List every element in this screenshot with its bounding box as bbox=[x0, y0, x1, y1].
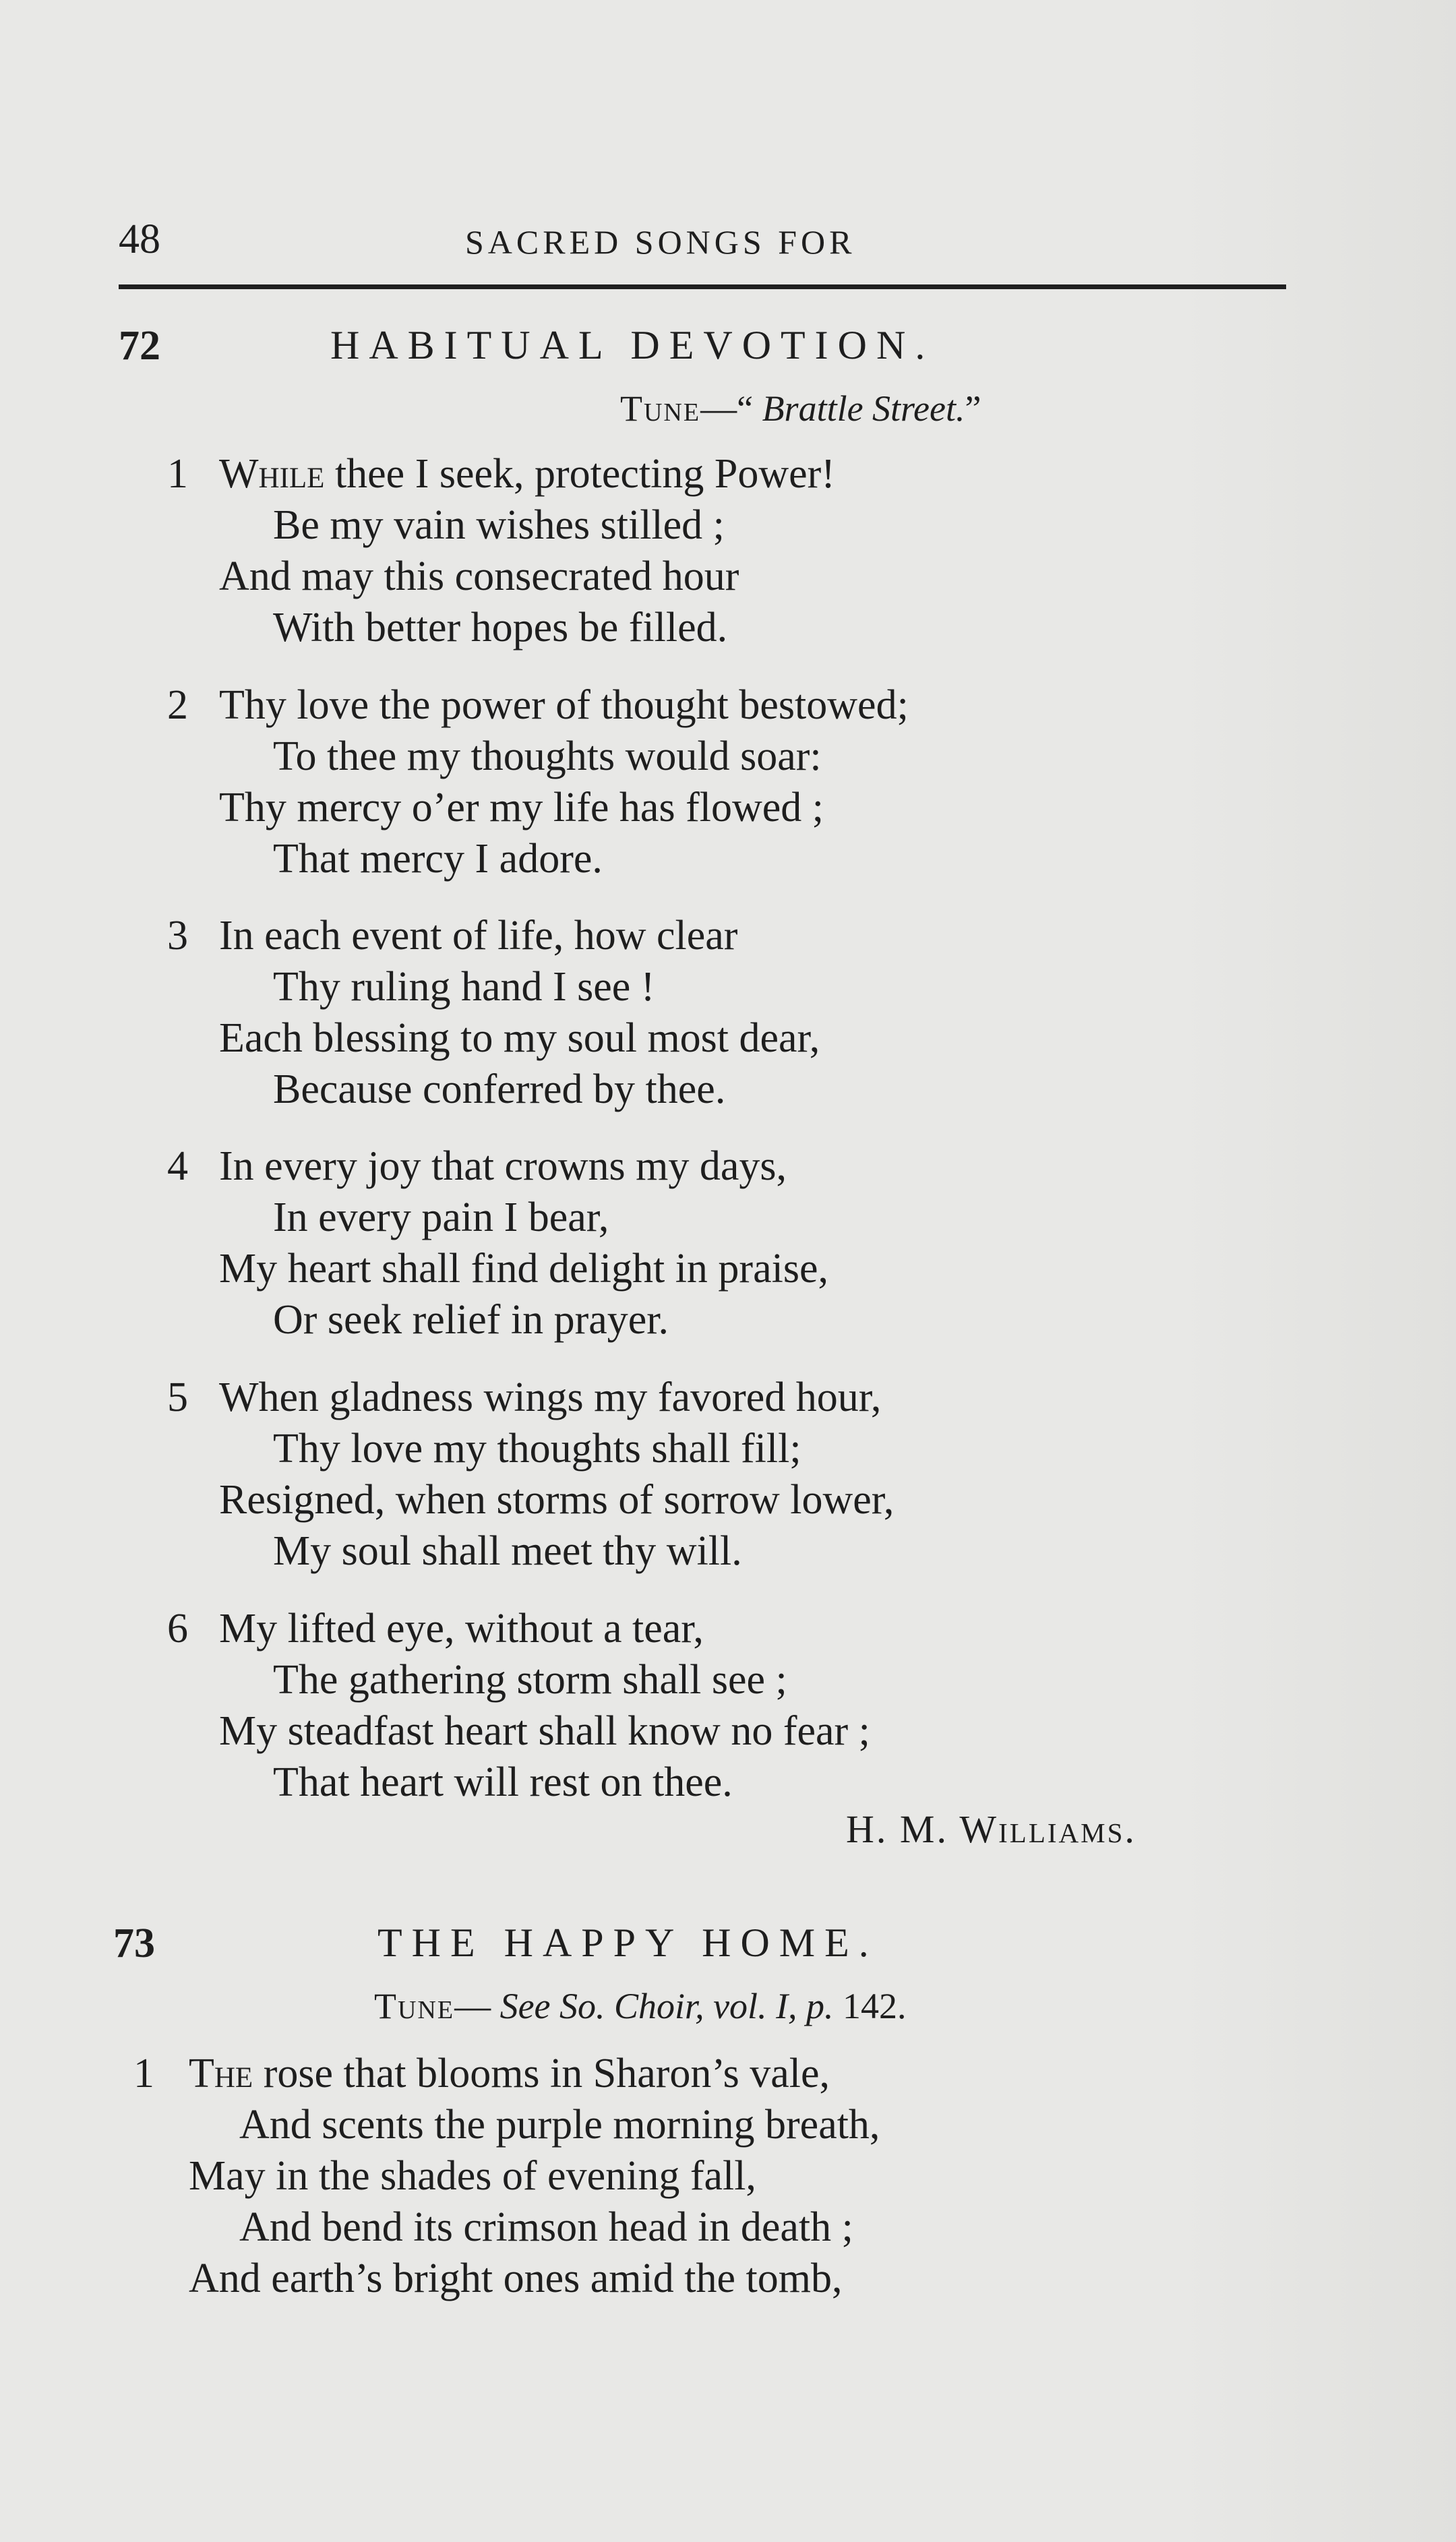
verse-line bbox=[0, 1294, 1348, 1345]
verse-line-text: In every pain I bear, bbox=[273, 1194, 609, 1240]
verse-line-text: While thee I seek, protecting Power! bbox=[219, 451, 835, 497]
verse-line-text: The rose that blooms in Sharon’s vale, bbox=[189, 2051, 830, 2096]
verse bbox=[0, 1372, 1348, 1577]
tune-label: Tune bbox=[620, 388, 701, 429]
verse-line bbox=[0, 679, 1348, 731]
verse-line bbox=[0, 1705, 1348, 1757]
verse-number: 4 bbox=[167, 1143, 188, 1189]
tune-line bbox=[620, 388, 981, 429]
verse-line bbox=[0, 1757, 1348, 1808]
verse-line-text: And may this consecrated hour bbox=[219, 553, 739, 599]
verse-lead-word: While bbox=[219, 451, 325, 497]
verse-number: 5 bbox=[167, 1374, 188, 1420]
verse-line-text: Thy ruling hand I see ! bbox=[273, 964, 655, 1010]
verse-line-text: Or seek relief in prayer. bbox=[273, 1297, 669, 1343]
verse-line-text: That heart will rest on thee. bbox=[273, 1759, 733, 1805]
verse-line bbox=[0, 1474, 1348, 1525]
verse bbox=[0, 1141, 1348, 1345]
hymn-title: THE HAPPY HOME. bbox=[377, 1920, 878, 1965]
verse-line bbox=[0, 1372, 1348, 1423]
verse-line-text: My lifted eye, without a tear, bbox=[219, 1606, 704, 1652]
verse-number: 1 bbox=[167, 451, 188, 497]
verse-line-text: My soul shall meet thy will. bbox=[273, 1528, 742, 1574]
tune-name: See So. Choir bbox=[499, 1986, 696, 2026]
verse-line bbox=[0, 2202, 1348, 2253]
verse-line bbox=[0, 2099, 1348, 2150]
verse-line-text: Thy love my thoughts shall fill; bbox=[273, 1426, 801, 1472]
tune-page: 142. bbox=[833, 1986, 907, 2026]
verse-line bbox=[0, 1243, 1348, 1294]
running-title: SACRED SONGS FOR bbox=[465, 223, 856, 261]
verse-line-text: Because conferred by thee. bbox=[273, 1066, 726, 1112]
verse-number: 3 bbox=[167, 913, 188, 959]
verse-line-text: My steadfast heart shall know no fear ; bbox=[219, 1708, 870, 1754]
tune-reference: , vol. I, p. bbox=[695, 1986, 834, 2026]
verse-line bbox=[0, 1525, 1348, 1577]
verse-line bbox=[0, 961, 1348, 1012]
header-rule bbox=[119, 284, 1286, 289]
verse-line bbox=[0, 551, 1348, 602]
verse-line bbox=[0, 2048, 1348, 2099]
verse-line bbox=[0, 1192, 1348, 1243]
hymn-title: HABITUAL DEVOTION. bbox=[330, 323, 935, 367]
verse-line-text: And earth’s bright ones amid the tomb, bbox=[189, 2256, 843, 2301]
verse-line-text: In every joy that crowns my days, bbox=[219, 1143, 787, 1189]
verse-line bbox=[0, 1012, 1348, 1064]
verse-number: 1 bbox=[133, 2051, 154, 2096]
verse-line-text: The gathering storm shall see ; bbox=[273, 1657, 787, 1703]
verse-line bbox=[0, 602, 1348, 653]
verse-line-text: Be my vain wishes stilled ; bbox=[273, 502, 725, 548]
verse-number: 6 bbox=[167, 1606, 188, 1652]
verse-line bbox=[0, 1141, 1348, 1192]
hymn-author: H. M. Williams. bbox=[846, 1807, 1136, 1851]
verse-line bbox=[0, 1654, 1348, 1705]
page-header bbox=[0, 216, 1456, 276]
verse-line-text: That mercy I adore. bbox=[273, 836, 603, 882]
verse bbox=[0, 448, 1348, 653]
verse-number: 2 bbox=[167, 682, 188, 728]
verse-line bbox=[0, 448, 1348, 500]
verse-line bbox=[0, 2253, 1348, 2304]
page-number: 48 bbox=[119, 216, 160, 262]
verse-line-text: To thee my thoughts would soar: bbox=[273, 733, 822, 779]
hymn-number: 72 bbox=[119, 323, 160, 369]
verse-line-text: Thy mercy o’er my life has flowed ; bbox=[219, 785, 824, 830]
tune-close: ” bbox=[965, 388, 981, 429]
tune-dash: — bbox=[454, 1986, 500, 2026]
verse-line-text: My heart shall find delight in praise, bbox=[219, 1246, 828, 1292]
tune-name: Brattle Street. bbox=[762, 388, 965, 429]
verse-line-text: Each blessing to my soul most dear, bbox=[219, 1015, 820, 1061]
verse-line-text: Resigned, when storms of sorrow lower, bbox=[219, 1477, 894, 1523]
verse-line bbox=[0, 1423, 1348, 1474]
verse-line-text: When gladness wings my favored hour, bbox=[219, 1374, 882, 1420]
verse-line-text: And bend its crimson head in death ; bbox=[239, 2204, 853, 2250]
verse-line-text: In each event of life, how clear bbox=[219, 913, 738, 959]
verse bbox=[0, 2048, 1348, 2304]
verse bbox=[0, 679, 1348, 884]
verse bbox=[0, 1603, 1348, 1808]
verse-line bbox=[0, 731, 1348, 782]
verse-line bbox=[0, 500, 1348, 551]
verse-line bbox=[0, 1603, 1348, 1654]
tune-label: Tune bbox=[374, 1986, 455, 2026]
verse-line bbox=[0, 833, 1348, 884]
verse-line-text: With better hopes be filled. bbox=[273, 605, 728, 650]
verse-line-text: May in the shades of evening fall, bbox=[189, 2153, 756, 2199]
tune-dash: —“ bbox=[700, 388, 762, 429]
verse-lead-word: The bbox=[189, 2051, 253, 2096]
verse-line-text: And scents the purple morning breath, bbox=[239, 2102, 880, 2148]
verse-line-text: Thy love the power of thought bestowed; bbox=[219, 682, 909, 728]
tune-line bbox=[374, 1985, 907, 2027]
verse-line bbox=[0, 2150, 1348, 2202]
verse-line bbox=[0, 782, 1348, 833]
verse-line bbox=[0, 1064, 1348, 1115]
verse bbox=[0, 910, 1348, 1115]
hymn-number: 73 bbox=[113, 1920, 155, 1966]
verse-line bbox=[0, 910, 1348, 961]
